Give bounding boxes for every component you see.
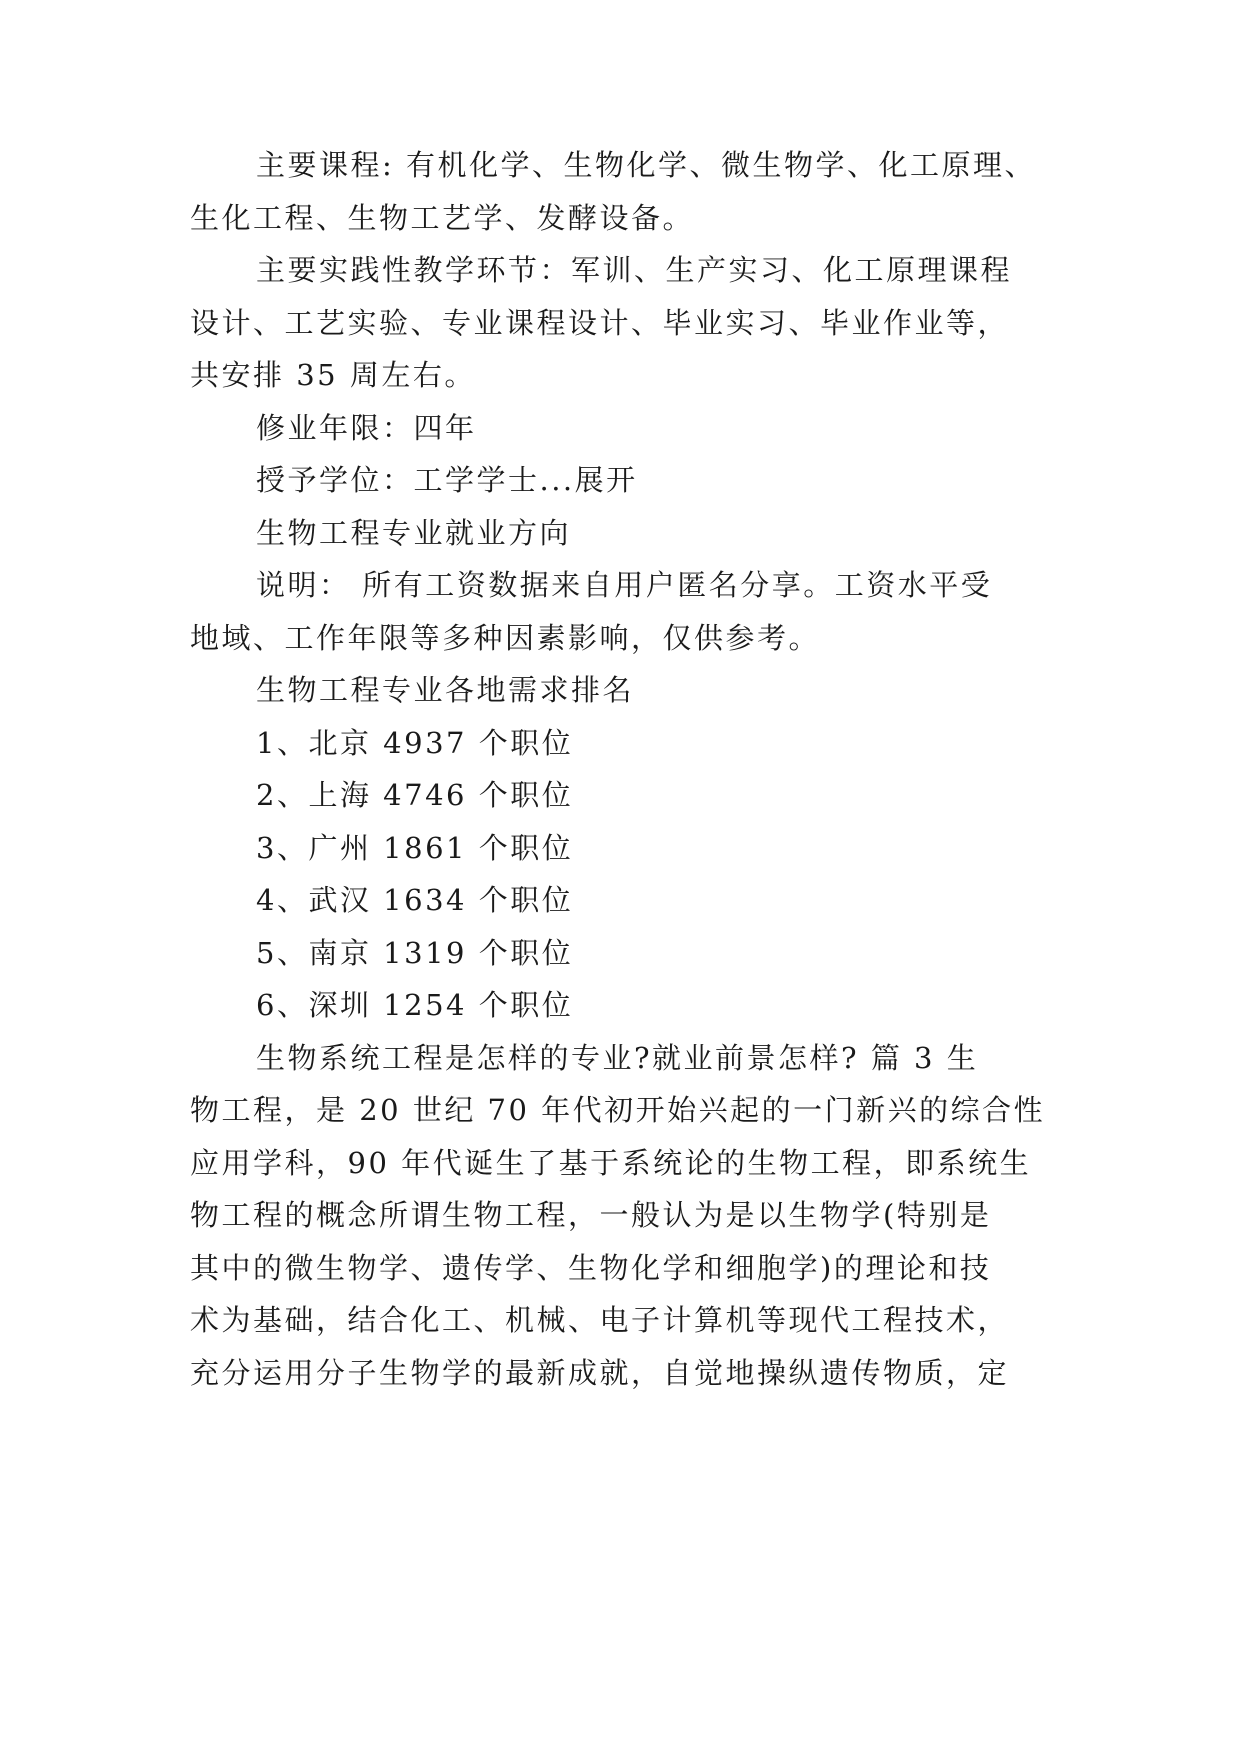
list-item: 6、深圳 1254 个职位 [256, 988, 574, 1022]
text-line: 主要课程: 有机化学、生物化学、微生物学、化工原理、 [256, 148, 1036, 182]
text-line: 应用学科，90 年代诞生了基于系统论的生物工程，即系统生 [190, 1146, 1032, 1180]
text-line: 术为基础，结合化工、机械、电子计算机等现代工程技术， [190, 1303, 1010, 1337]
section-heading: 生物工程专业各地需求排名 [256, 673, 635, 707]
section-heading: 生物工程专业就业方向 [256, 516, 572, 550]
text-line: 修业年限：四年 [256, 411, 477, 445]
list-item: 4、武汉 1634 个职位 [256, 883, 574, 917]
text-line: 地域、工作年限等多种因素影响，仅供参考。 [190, 621, 821, 655]
list-item: 1、北京 4937 个职位 [256, 726, 574, 760]
text-line: 生化工程、生物工艺学、发酵设备。 [190, 201, 695, 235]
text-line: 说明： 所有工资数据来自用户匿名分享。工资水平受 [256, 568, 993, 602]
list-item: 5、南京 1319 个职位 [256, 936, 574, 970]
text-line: 主要实践性教学环节：军训、生产实习、化工原理课程 [256, 253, 1013, 287]
text-line: 设计、工艺实验、专业课程设计、毕业实习、毕业作业等， [190, 306, 1010, 340]
text-line: 生物系统工程是怎样的专业?就业前景怎样? 篇 3 生 [256, 1041, 979, 1075]
text-line: 物工程，是 20 世纪 70 年代初开始兴起的一门新兴的综合性 [190, 1093, 1046, 1127]
text-line: 物工程的概念所谓生物工程，一般认为是以生物学(特别是 [190, 1198, 992, 1232]
text-line: 其中的微生物学、遗传学、生物化学和细胞学)的理论和技 [190, 1251, 992, 1285]
text-line: 充分运用分子生物学的最新成就，自觉地操纵遗传物质，定 [190, 1356, 1010, 1390]
list-item: 2、上海 4746 个职位 [256, 778, 574, 812]
text-line: 共安排 35 周左右。 [190, 358, 476, 392]
text-line: 授予学位：工学学士...展开 [256, 463, 638, 497]
list-item: 3、广州 1861 个职位 [256, 831, 574, 865]
